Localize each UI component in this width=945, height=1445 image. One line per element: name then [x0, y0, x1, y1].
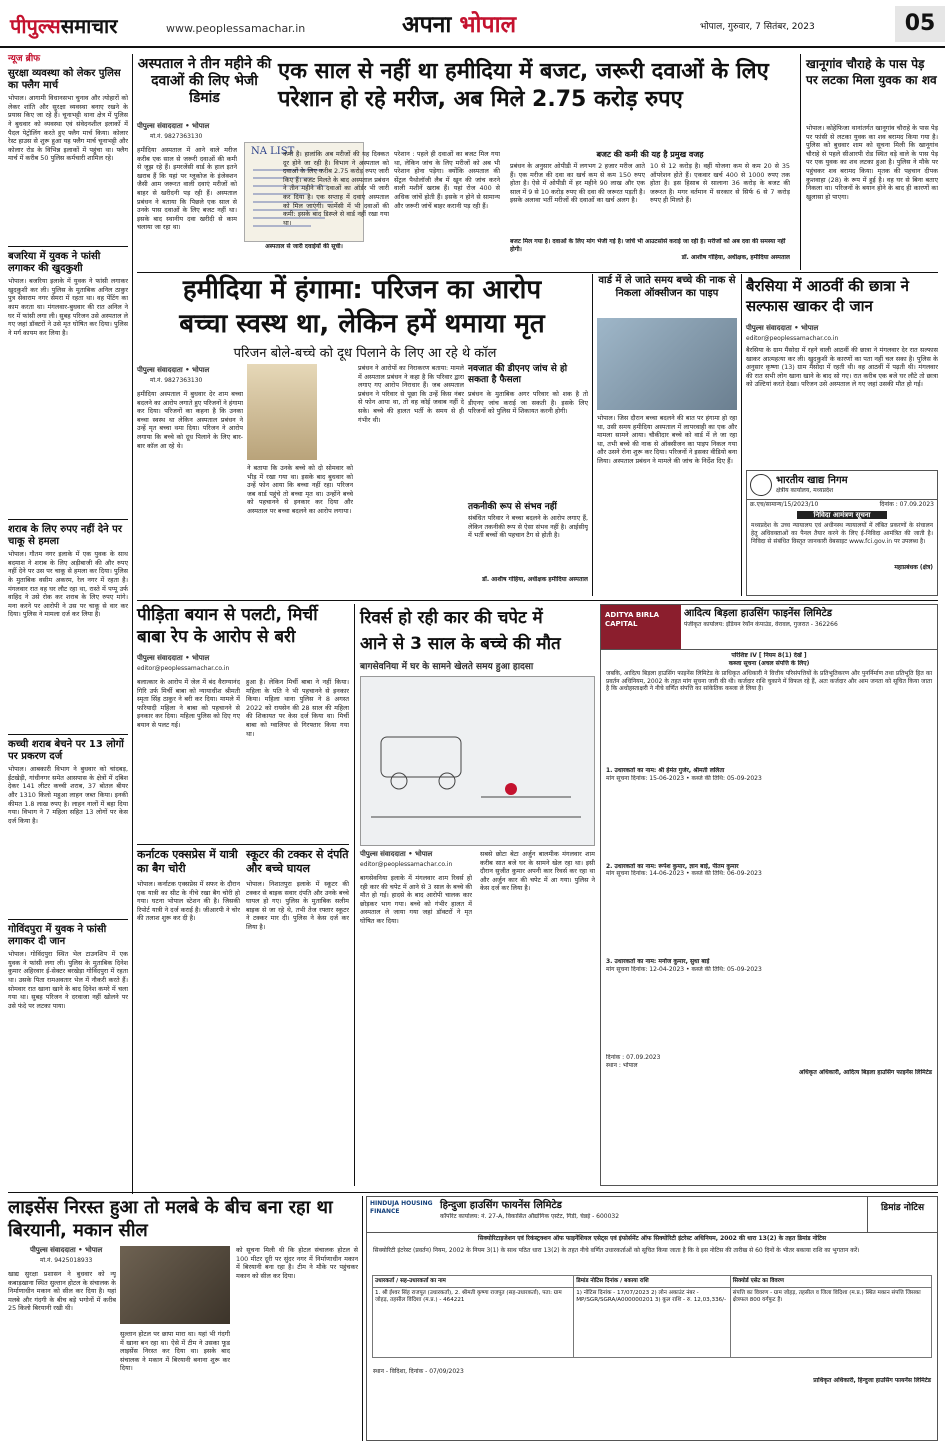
hotel-col2: सुल्तान होटल पर छापा मारा था। यहां भी गंदगी में खाना बन रहा था। ऐसे में टीम ने उसका फूड लाइसेंस निरस्त कर दिया था। इसके बाद संचालक ने मकान में बिरयानी बनाना शुरू कर दिया।: [120, 1330, 230, 1373]
fci-sub: क्षेत्रीय कार्यालय, मध्यप्रदेश: [776, 487, 834, 495]
brief-2-body: भोपाल। गौतम नगर इलाके में एक युवक के साथ बदमाश ने शराब के लिए अड़ीबाजी की और रुपए नहीं देने पर उस पर चाकू से हमला कर दिया। पुलिस के मुताबिक वसीम अकरम, रेल नगर में रहता है। मंगलवार रात वह घर लौट रहा था, रास्ते में पप्पू उर्फ वाहिद ने उसे रोक कर शराब के लिए रुपए मांगे। मना करने पर आरोपी ने उस पर चाकू से वार कर दिया। पुलिस ने मामला दर्ज कर लिया है।: [8, 550, 128, 619]
brief-1-title: बजरिया में युवक ने फांसी लगाकर की खुदकुशी: [8, 251, 101, 275]
hospital-building-photo: [247, 364, 317, 460]
budget-subhead: बजट की कमी की यह है प्रमुख वजह: [596, 150, 704, 159]
car-sketch-icon: [361, 677, 594, 845]
hamidia1-kicker-block: [137, 56, 272, 107]
hinduja-title: हिन्दुजा हाउसिंग फायनेंस लिमिटेड: [440, 1200, 562, 1211]
column-divider: [362, 1196, 363, 1441]
reverse-email: editor@peoplessamachar.co.in: [360, 861, 453, 868]
hamidia1-col3: परेशान : पहले ही दवाओं का बजट मिल गया था, लेकिन जांच के लिए मरीजों को अब भी परेशान होना पड़ेगा। क्योंकि अस्पताल की सेंट्रल पैथोलॉजी लैब में खून की जांच करने वाली मशीनें खराब हैं। यहां रोज 400 से अधिक जांचें होती हैं। इसके न होने से सामान्य और जरूरी जांचें बाहर करानी पड़ रही हैं।: [394, 150, 500, 210]
ab-body: जबकि, आदित्य बिड़ला हाउसिंग फाइनेंस लिमिटेड के प्राधिकृत अधिकारी ने वित्तीय परिसंपत्तियों के प्रतिभूतिकरण और पुनर्निर्माण तथा प्रतिभूति हित का प्रवर्तन अधिनियम, 2002 के तहत मांग सूचना जारी की थी। कर्जदार राशि चुकाने में विफल रहे हैं, अतः कर्जदार और आम जनता को सूचित किया जाता है कि अधोहस्ताक्षरी ने नीचे वर्णित संपत्ति का सांकेतिक कब्जा ले लिया है।: [606, 670, 932, 693]
hinduja-addr: कॉर्पोरेट कार्यालय: नं. 27-A, विकासित औद्योगिक एस्टेट, गिंडी, चेन्नई - 600032: [440, 1212, 620, 1220]
scooter-title: स्कूटर की टक्कर से दंपति और बच्चे घायल: [246, 848, 349, 875]
aditya-birla-notice: [600, 604, 938, 1186]
ab-entry-2-head: 3. उधारकर्ता का नाम: मनोज कुमार, सुधा बाई: [606, 958, 710, 966]
column-divider: [132, 54, 133, 1194]
ab-title: आदित्य बिड़ला हाउसिंग फाइनेंस लिमिटेड: [684, 608, 832, 619]
hinduja-body: सिक्योरिटी इंटरेस्ट (प्रवर्तन) नियम, 2002 के नियम 3(1) के साथ पठित धारा 13(2) के तहत नीचे वर्णित उधारकर्ताओं को सूचित किया जाता है कि वे इस नोटिस की तारीख से 60 दिनों के भीतर बकाया राशि का भुगतान करें।: [373, 1246, 860, 1254]
ward-photo: [597, 318, 737, 410]
accident-sketch: [360, 676, 595, 846]
table-cell: 1) नोटिस दिनांक - 17/07/2023 2) लोन अकाउंट नंबर - MP/SGR/SGRA/A000000201 3) कुल राशि - रु. 12,03,336/-: [574, 1287, 731, 1357]
victim-byline: पीपुल्स संवाददाता • भोपाल: [137, 654, 210, 662]
hotel-byline: पीपुल्स संवाददाता • भोपाल: [30, 1246, 103, 1254]
hinduja-demand: डिमांड नोटिस: [867, 1197, 937, 1232]
tech-by: डॉ. आशीष गोहिया, अधीक्षक हमीदिया अस्पताल: [482, 576, 588, 583]
oxygen-body: भोपाल। जिस दौरान बच्चा बदलने की बात पर हंगामा हो रहा था, उसी समय हमीदिया अस्पताल में लापरवाही का एक और मामला सामने आया। चौकीदार बच्चे को वार्ड में ले जा रहा था, तभी बच्चे की नाक से ऑक्सीजन का पाइप निकल गया और उसने रोना शुरू कर दिया। परिजनों ने इसका वीडियो बना लिया। अस्पताल प्रबंधन ने मामले की जांच के निर्देश दिए हैं।: [597, 414, 737, 465]
table-row: [373, 1275, 932, 1287]
col-header: डिमांड नोटिस दिनांक / बकाया राशि: [574, 1275, 731, 1287]
reverse-headline1: रिवर्स हो रही कार की चपेट में: [360, 608, 543, 628]
tech-title: तकनीकी रूप से संभव नहीं: [468, 502, 557, 512]
column-divider: [592, 274, 593, 596]
tech-body: संबंधित परिवार ने बच्चा बदलने के आरोप लगाए हैं, लेकिन तकनीकी रूप से ऐसा संभव नहीं है। आईसीयू में भर्ती बच्चों की पहचान टैग से होती है।: [468, 514, 588, 540]
dna-title: नवजात की डीएनए जांच से हो सकता है फैसला: [468, 364, 568, 385]
brief-1-body: भोपाल। बजरिया इलाके में युवक ने फांसी लगाकर खुदकुशी कर ली। पुलिस के मुताबिक अनिल ठाकुर पुत्र सेवाराम नगर सेमरा में रहता था। वह पेंटिंग का काम करता था। मंगलवार-बुधवार की रात अनिल ने घर में फांसी लगा ली। सुबह परिजन उसे अस्पताल ले गए जहां डॉक्टरों ने उसे मृत घोषित कर दिया। पुलिस ने मर्ग कायम कर लिया है।: [8, 277, 128, 337]
hamidia1-kicker: अस्पताल ने तीन महीने की दवाओं की लिए भेजी डिमांड: [137, 56, 272, 106]
hinduja-table: [372, 1275, 932, 1358]
hamidia1-quote-by: डॉ. आशीष गोहिया, अधीक्षक, हमीदिया अस्पताल: [681, 254, 790, 261]
divider: [8, 519, 128, 520]
hamidia2-mobile: मो.नं. 9827363130: [150, 377, 203, 384]
col-header: उधारकर्ता / सह-उधारकर्ता का नाम: [373, 1275, 574, 1287]
victim-col2: हुआ है। लेकिन मिर्ची बाबा ने नहीं किया। महिला के पति ने भी पहचानने से इनकार किया। महिला थाना पुलिस ने 8 अगस्त 2022 को रायसेन की 28 साल की महिला की शिकायत पर केस दर्ज किया था। मिर्ची बाबा को ग्वालियर से गिरफ्तार किया गया था।: [246, 678, 349, 738]
victim-email: editor@peoplessamachar.co.in: [137, 665, 230, 672]
student-title: बैरसिया में आठवीं की छात्रा ने सल्फास खाकर दी जान: [746, 277, 909, 315]
hamidia1-headline: एक साल से नहीं था हमीदिया में बजट, जरूरी दवाओं के लिए परेशान हो रहे मरीज, अब मिले 2.75 करोड़ रुपए: [278, 59, 769, 112]
biryani-photo: [120, 1246, 230, 1324]
ab-sign: अधिकृत अधिकारी, आदित्य बिड़ला हाउसिंग फाइनेंस लिमिटेड: [798, 1069, 932, 1077]
hamidia1-col4: प्रबंधन के अनुसार ओपीडी में लगभग 2 हजार मरीज आते हैं। एक मरीज की दवा का खर्च कम से कम 150 रुपए होता है। ऐसे में ओपीडी में हर महीने 90 लाख और एक साल में 9 से 10 करोड़ रुपए की दवा की जरूरत पड़ती है। इसके अलावा भर्ती मरीजों की दवाओं का खर्च अलग है।: [510, 162, 645, 205]
fci-header: [747, 471, 937, 500]
brief-4-body: भोपाल। गोविंदपुरा स्थित भेल टाउनशिप में एक युवक ने फांसी लगा ली। पुलिस के मुताबिक दिनेश कुमार अहिरवार ई-सेक्टर बरखेड़ा गोविंदपुरा में रहता था। उसके पिता रामअवतार भेल में नौकरी करते हैं। सोमवार रात खाना खाने के बाद दिनेश कमरे में चला गया था। सुबह परिजन ने दरवाजा नहीं खोलने पर उसे फंदे पर लटका पाया।: [8, 950, 128, 1010]
table-row: [373, 1287, 932, 1357]
ab-place: स्थान : भोपाल: [606, 1061, 638, 1069]
hamidia2-byline: पीपुल्स संवाददाता • भोपाल: [137, 366, 210, 374]
hotel-col1: खाद्य सुरक्षा प्रशासन ने बुधवार को न्यू कबाड़खाना स्थित सुल्तान होटल के संचालक के निर्माणाधीन मकान को सील कर दिया है। यहां मलबे और गंदगी के बीच बड़े भगोनों में करीब 25 किलो बिरयानी रखी थी।: [8, 1270, 116, 1313]
hamidia1-mobile: मो.नं. 9827363130: [150, 133, 203, 140]
reverse-sub: बागसेवनिया में घर के सामने खेलते समय हुआ हादसा: [360, 662, 534, 672]
ab-brand: ADITYA BIRLA CAPITAL: [601, 605, 681, 649]
victim-title: पीड़िता बयान से पलटी, मिर्ची बाबा रेप के आरोप से बरी: [137, 605, 318, 647]
ab-rule: परिशिष्ट IV [ नियम 8(1) देखें ]: [731, 652, 807, 659]
section-b: भोपाल: [459, 12, 517, 38]
hamidia1-col5: 10 से 12 करोड़ है। वहीं योजना कम से कम 20 से 35 ऑपरेशन होते हैं। एकवार खर्च 400 से 1000 रुपए तक होता है। इस हिसाब से सालाना 36 करोड़ के बजट की जरूरत है। मगर वर्तमान में सरकार से सिर्फ 6 से 7 करोड़ रुपए ही मिलते हैं।: [650, 162, 790, 205]
fci-date: दिनांक : 07.09.2023: [879, 501, 934, 508]
hamidia1-col1: हमीदिया अस्पताल में आने वाले मरीज करीब एक साल से जरूरी दवाओं की कमी से जूझ रहे हैं। इमरजेंसी वार्ड के हाल इतने खराब हैं कि यहां पर ग्लूकोज के इंजेक्शन जैसी आम जरूरत वाली दवाएं मरीजों को बाहर से खरीदनी पड़ रही हैं। अस्पताल प्रबंधन ने बताया कि पिछले एक साल से उनके पास दवाओं के लिए बजट नहीं था। इसके बाद स्थानीय दवा खरीदी से काम चलाया जा रहा था।: [137, 146, 237, 232]
ab-addr: पंजीकृत कार्यालय: इंडियन रेयॉन कंपाउंड, वेरावल, गुजरात - 362266: [684, 620, 838, 628]
note-title: NA LIST: [251, 146, 295, 157]
column-divider: [800, 54, 801, 270]
hotel-col3: को सूचना मिली थी कि होटल संचालक होटल से 100 मीटर दूरी पर सुंदर नगर में निर्माणाधीन मकान में बिरयानी बना रहा है। टीम ने मौके पर पहुंचकर मकान को सील कर दिया।: [236, 1246, 358, 1280]
hamidia2-col1: हमीदिया अस्पताल में बुधवार देर शाम बच्चा बदलने का आरोप लगाते हुए परिजनों ने हंगामा कर दिया। परिजनों का कहना है कि उनका बच्चा स्वस्थ था लेकिन अस्पताल प्रबंधन ने उन्हें मृत बच्चा थमा दिया। परिजन ने आरोप लगाया कि बच्चे को दूध पिलाने के लिए बार-बार कॉल आ रहे थे।: [137, 390, 243, 450]
ab-notice: कब्जा सूचना (अचल संपत्ति के लिए): [728, 659, 810, 667]
news-brief-column: [8, 54, 128, 1194]
reverse-col1: बागसेवनिया इलाके में मंगलवार शाम रिवर्स हो रही कार की चपेट में आने से 3 साल के बच्चे की मौत हो गई। हादसे के बाद आरोपी चालक कार छोड़कर भाग गया। बच्चे को गंभीर हालत में अस्पताल ले जाया गया जहां डॉक्टरों ने मृत घोषित कर दिया।: [360, 874, 472, 925]
oxygen-title: वार्ड में ले जाते समय बच्चे की नाक से निकला ऑक्सीजन का पाइप: [598, 275, 736, 299]
hamidia1-byline: पीपुल्स संवाददाता • भोपाल: [137, 122, 210, 130]
column-divider: [741, 274, 742, 596]
column-divider: [354, 604, 355, 1186]
divider: [8, 919, 128, 920]
reverse-headline2: आने से 3 साल के बच्चे की मौत: [360, 634, 561, 654]
hamidia2-col3: प्रबंधन ने आरोपों का निराकरण बताया: मामले में अस्पताल प्रबंधन ने कहा है कि परिवार द्वारा लगाए गए आरोप निराधार हैं। जब अस्पताल प्रबंधन ने परिवार से पूछा कि उन्हें किस नंबर से फोन आया था, तो वह कोई जवाब नहीं दे सके। बच्चे की हालत भर्ती के समय से ही गंभीर थी।: [358, 364, 464, 424]
dna-body: प्रबंधन के मुताबिक अगर परिवार को शक है तो डीएनए जांच कराई जा सकती है। इसके लिए परिजनों को पुलिस में शिकायत करनी होगी।: [468, 390, 588, 416]
hinduja-brand: HINDUJA HOUSING FINANCE: [370, 1200, 433, 1215]
student-body: बैरसिया के ग्राम मैंसोदा में रहने वाली आठवीं की छात्रा ने मंगलवार देर रात सल्फास खाकर आत्महत्या कर ली। खुदकुशी के कारणों का पता नहीं चल सका है। पुलिस के अनुसार कृष्णा (13) ग्राम मैंसोदा में रहती थी। वह आठवीं में पढ़ती थी। मंगलवार की रात सभी लोग खाना खाने के बाद सो गए। रात करीब एक बजे घर लौटे तो छात्रा को उल्टियां करते देखा। परिजन उसे अस्पताल ले गए जहां उसकी मौत हो गई।: [746, 346, 938, 389]
khanugaon-title: खानूगांव चौराहे के पास पेड़ पर लटका मिला युवक का शव: [806, 57, 937, 87]
hamidia2-headline2: बच्चा स्वस्थ था, लेकिन हमें थमाया मृत: [179, 309, 545, 339]
table-cell: 1. श्री ईश्वर सिंह राजपूत (उधारकर्ता), 2. श्रीमती कृष्णा राजपूत (सह-उधारकर्ता), पता: ग्राम जोहड़, तहसील विदिशा (म.प्र.) - 464221: [373, 1287, 574, 1357]
table-cell: संपत्ति का विवरण - ग्राम जोहड़, तहसील व जिला विदिशा (म.प्र.) स्थित मकान संपत्ति जिसका क्षेत्रफल 800 वर्गफुट है।: [730, 1287, 931, 1357]
hamidia2-col2: ने बताया कि उनके बच्चे को दो सोमवार को भीड़ में रखा गया था। इसके बाद बुधवार को उन्हें फोन आया कि बच्चा नहीं रहा। परिजन जब वार्ड पहुंचे तो बच्चा मृत था। उन्होंने बच्चे को पहचानने से इनकार कर दिया और अस्पताल पर बच्चा बदलने का आरोप लगाया।: [247, 464, 353, 515]
page-number: 05: [895, 6, 945, 42]
dateline: भोपाल, गुरुवार, 7 सितंबर, 2023: [700, 22, 815, 32]
brief-4-title: गोविंदपुरा में युवक ने फांसी लगाकर दी जान: [8, 924, 107, 948]
ab-date: दिनांक : 07.09.2023: [606, 1053, 661, 1061]
ab-entry-1-head: 2. उधारकर्ता का नाम: रूपेश कुमार, ज्ञान बाई, पीतम कुमार: [606, 862, 739, 870]
hinduja-sign: प्राधिकृत अधिकारी, हिन्दुजा हाउसिंग फायनेंस लिमिटेड: [813, 1377, 931, 1385]
scooter-body: भोपाल। निशातपुरा इलाके में स्कूटर की टक्कर से बाइक सवार दंपति और उनके बच्चे घायल हो गए। पुलिस के मुताबिक सलीम बाइक से जा रहे थे, तभी तेज रफ्तार स्कूटर ने टक्कर मार दी। पुलिस ने केस दर्ज कर लिया है।: [246, 880, 349, 931]
fci-tender-ad: [746, 470, 938, 596]
photo-caption: अस्पताल से जारी दवाईयों की सूची।: [265, 243, 343, 250]
khanugaon-body: भोपाल। कोहेफिजा थानांतर्गत खानूगांव चौराहे के पास पेड़ पर फांसी से लटका युवक का शव बरामद किया गया है। पुलिस को बुधवार शाम को सूचना मिली कि खानूगांव चौराहे से पहले सीआरपी रोड स्थित वड़े वाले के पास पेड़ पर एक युवक का शव लटका हुआ है। पुलिस ने मौके पर पहुंचकर शव बरामद किया। मृतक की पहचान दीपक कुशवाहा (28) के रूप में हुई है। वह घर से बिना बताए निकला था। परिजनों के बयान होने के बाद ही कारणों का खुलासा हो पाएगा।: [806, 124, 938, 201]
reverse-byline: पीपुल्स संवाददाता • भोपाल: [360, 850, 433, 858]
brief-3-body: भोपाल। आबकारी विभाग ने बुधवार को चांदबड़, ईंटखेड़ी, गांधीनगर समेत आसपास के क्षेत्रों में दबिश देकर 141 लीटर कच्ची शराब, 37 बोतल बीयर और 1310 किलो महुआ लाहन जब्त किया। इनकी कीमत 1.8 लाख रुपए है। लाहन नालों में बहा दिया गया। विभाग ने 7 महिला सहित 13 लोगों पर केस दर्ज किया है।: [8, 765, 128, 825]
ab-entry-2-date: मांग सूचना दिनांक: 12-04-2023 • कब्जे की तिथि: 05-09-2023: [606, 965, 762, 973]
karnataka-title: कर्नाटक एक्सप्रेस में यात्री का बैग चोरी: [137, 848, 238, 875]
fci-logo-icon: [750, 474, 772, 496]
logo-right: समाचार: [60, 14, 118, 38]
fci-refline: [747, 500, 937, 510]
ab-entries: [601, 767, 937, 1054]
fci-foot: महाप्रबंधक (क्षेत्र): [894, 564, 933, 572]
fci-ref: क्र.एच/सामान्य/15/2023/10: [750, 501, 819, 508]
newspaper-logo[interactable]: [10, 14, 117, 39]
row-divider: [137, 600, 938, 601]
divider: [8, 734, 128, 735]
reverse-col2: सबसे छोटा बेटा अर्जुन बालमीक मंगलवार शाम करीब सात बजे घर के सामने खेल रहा था। इसी दौरान सुजीत कुमार अपनी कार रिवर्स कर रहा था और अर्जुन कार की चपेट में आ गया। पुलिस ने केस दर्ज कर लिया है।: [480, 850, 595, 893]
hamidia2-headline1: हमीदिया में हंगामा: परिजन का आरोप: [182, 275, 542, 305]
karnataka-body: भोपाल। कर्नाटक एक्सप्रेस में सफर के दौरान एक यात्री का सीट के नीचे रखा बैग चोरी हो गया। घटना भोपाल स्टेशन की है। जिसकी रिपोर्ट यात्री ने दर्ज कराई है। जीआरपी ने चोर की तलाश शुरू कर दी है।: [137, 880, 240, 923]
brief-0-title: सुरक्षा व्यवस्था को लेकर पुलिस का फ्लैग मार्च: [8, 68, 121, 92]
hinduja-header: [367, 1197, 937, 1233]
row-divider: [137, 844, 349, 845]
hamidia1-col2: कमी है। हालांकि अब मरीजों की यह दिक्कत दूर होने जा रही है। विभाग ने अस्पताल को दवाओं के लिए करीब 2.75 करोड़ रुपए जारी किए हैं। बजट मिलते के बाद अस्पताल प्रबंधन ने तीन महीने की दवाओं का ऑर्डर भी जारी कर दिया है। एक सप्ताह में दवाएं अस्पताल को मिल जाएंगी। फार्मेसी में भी दवाओं की कमी: इसके बाद डिस्प्ले से वार्ड नहीं रखा गया था।: [283, 150, 389, 227]
col-header: सिक्योर्ड एसेट का विवरण: [730, 1275, 931, 1287]
hotel-mobile: मो.नं. 9425018933: [40, 1257, 93, 1264]
hamidia2-sub: परिजन बोले-बच्चे को दूध पिलाने के लिए आ रहे थे कॉल: [233, 346, 497, 361]
ab-entry-0-date: मांग सूचना दिनांक: 15-06-2023 • कब्जे की तिथि: 05-09-2023: [606, 774, 762, 782]
student-byline: पीपुल्स संवाददाता • भोपाल: [746, 324, 819, 332]
row-divider: [137, 272, 938, 273]
hamidia1-quote: बजट मिल गया है। दवाओं के लिए मांग भेजी गई है। जांचें भी आउटसोर्स कराई जा रही हैं। मरीजों को अब दवा की समस्या नहीं होगी।: [510, 238, 786, 253]
brief-0-body: भोपाल। आगामी विधानसभा चुनाव और त्योहारों को लेकर शांति और सुरक्षा व्यवस्था बनाए रखने के प्रयास किए जा रहे हैं। चूनाभट्टी थाना क्षेत्र में पुलिस ने बुधवार को व्यवस्था एवं संवेदनशील इलाकों में पैदल पेट्रोलिंग करते हुए फ्लैग मार्च किया। कोलार रेस्ट हाउस से शुरू हुआ यह फ्लैग मार्च चूनाभट्टी और कोलार रोड के विभिन्न इलाकों में पहुंचा था। फ्लैग मार्च में करीब 50 पुलिस कर्मचारी शामिल रहे।: [8, 94, 128, 163]
fci-org: भारतीय खाद्य निगम: [776, 474, 848, 486]
student-email: editor@peoplessamachar.co.in: [746, 335, 839, 342]
row-divider: [8, 1192, 938, 1193]
brief-2-title: शराब के लिए रुपए नहीं देने पर चाकू से हमला: [8, 524, 122, 548]
hinduja-notice: [366, 1196, 938, 1441]
brief-tag: न्यूज ब्रीफ: [8, 54, 41, 64]
fci-body: मध्यप्रदेश के उच्च न्यायालय एवं अधीनस्थ न्यायालयों में लंबित प्रकरणों के संचालन हेतु अधिवक्ताओं का पैनल तैयार करने के लिए ई-निविदा आमंत्रित की जाती है। निविदा से संबंधित विस्तृत जानकारी वेबसाइट www.fci.gov.in पर उपलब्ध है।: [751, 522, 933, 545]
ab-header: [601, 605, 937, 650]
hinduja-sub: सिक्योरिटाइजेशन एवं रिकंस्ट्रक्शन ऑफ फाइनेंशियल एसेट्स एवं इंफोर्समेंट ऑफ सिक्योरिटी इंटरेस्ट अधिनियम, 2002 की धारा 13(2) के तहत डिमांड नोटिस: [477, 1235, 827, 1242]
fci-title: निविदा आमंत्रण सूचना: [797, 511, 887, 520]
victim-col1: बलात्कार के आरोप में जेल में बंद वैराग्यानंद गिरि उर्फ मिर्ची बाबा को न्यायाधीश श्रीमती स्मृता सिंह ठाकुर ने बरी कर दिया। मामले में फरियादी महिला ने बाबा को पहचानने से इनकार कर दिया। महिला पुलिस को दिए गए बयान से पलट गई।: [137, 678, 240, 729]
hinduja-foot: स्थान - विदिशा, दिनांक - 07/09/2023: [373, 1367, 464, 1375]
logo-left: पीपुल्स: [10, 14, 61, 38]
section-title: [402, 11, 516, 40]
hotel-title: लाइसेंस निरस्त हुआ तो मलबे के बीच बना रहा था बिरयानी, मकान सील: [8, 1197, 333, 1241]
divider: [8, 246, 128, 247]
brief-3-title: कच्ची शराब बेचने पर 13 लोगों पर प्रकरण दर्ज: [8, 739, 124, 763]
ab-entry-1-date: मांग सूचना दिनांक: 14-06-2023 • कब्जे की तिथि: 06-09-2023: [606, 870, 762, 878]
site-url[interactable]: www.peoplessamachar.in: [166, 22, 306, 35]
section-a: अपना: [402, 12, 452, 38]
ab-entry-0-head: 1. उधारकर्ता का नाम: श्री हेमंत गुर्जर, श्रीमती ललिता: [606, 767, 725, 775]
